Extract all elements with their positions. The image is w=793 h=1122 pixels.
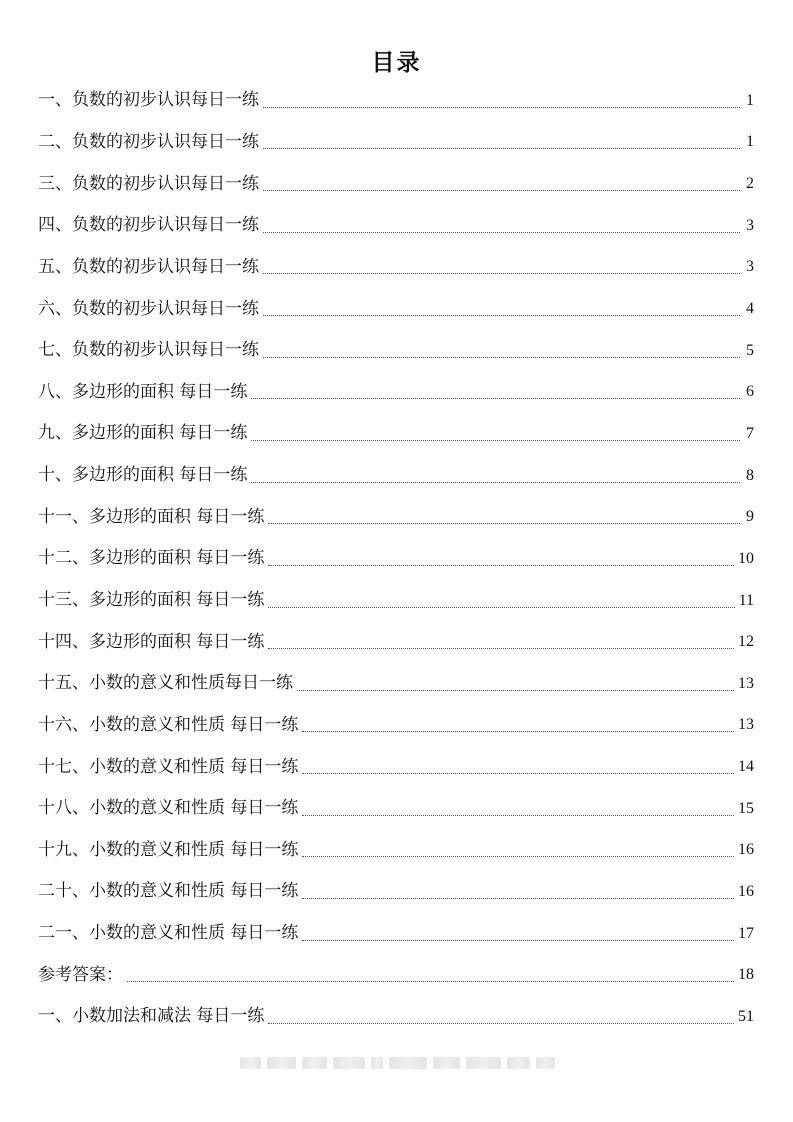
- toc-entry-page: 18: [738, 966, 754, 984]
- dot-leader: [268, 606, 734, 608]
- toc-entry: [38, 746, 754, 788]
- toc-entry-label: 五、负数的初步认识每日一练: [38, 256, 259, 277]
- dot-leader: [263, 314, 740, 316]
- dot-leader: [268, 647, 734, 649]
- toc-entry-label: 十四、多边形的面积 每日一练: [38, 631, 265, 652]
- blurred-watermark: [240, 1057, 555, 1069]
- toc-entry: [38, 705, 754, 747]
- toc-entry: [38, 288, 754, 330]
- toc-entry-page: 12: [738, 633, 754, 651]
- toc-entry: [38, 413, 754, 455]
- toc-entry: [38, 330, 754, 372]
- dot-leader: [263, 356, 740, 358]
- toc-entry-label: 一、小数加法和减法 每日一练: [38, 1006, 265, 1027]
- toc-entry-page: 16: [738, 882, 754, 900]
- toc-entry-page: 8: [746, 466, 754, 484]
- toc-entry-label: 十五、小数的意义和性质每日一练: [38, 673, 293, 694]
- toc-entry-page: 13: [738, 674, 754, 692]
- toc-entry: [38, 80, 754, 122]
- dot-leader: [302, 814, 734, 816]
- dot-leader: [263, 147, 740, 149]
- toc-entry-label: 十一、多边形的面积 每日一练: [38, 506, 265, 527]
- dot-leader: [302, 772, 734, 774]
- toc-entry-label: 七、负数的初步认识每日一练: [38, 340, 259, 361]
- toc-entry: [38, 163, 754, 205]
- toc-entry: [38, 247, 754, 289]
- toc-entry: [38, 996, 754, 1038]
- dot-leader: [302, 939, 734, 941]
- toc-entry-label: 二一、小数的意义和性质 每日一练: [38, 923, 299, 944]
- toc-entry: [38, 788, 754, 830]
- dot-leader: [263, 231, 740, 233]
- toc-entry: [38, 455, 754, 497]
- toc-entry-label: 十八、小数的意义和性质 每日一练: [38, 798, 299, 819]
- toc-entry-page: 3: [746, 216, 754, 234]
- toc-entry-page: 10: [738, 549, 754, 567]
- toc-title: 目录: [371, 50, 422, 76]
- toc-entry-label: 十、多边形的面积 每日一练: [38, 465, 248, 486]
- dot-leader: [302, 855, 734, 857]
- toc-entry-label: 六、负数的初步认识每日一练: [38, 298, 259, 319]
- dot-leader: [297, 689, 734, 691]
- toc-entry-page: 3: [746, 258, 754, 276]
- toc-entry-page: 1: [746, 91, 754, 109]
- dot-leader: [302, 730, 734, 732]
- toc-entry: [38, 538, 754, 580]
- dot-leader: [263, 189, 740, 191]
- dot-leader: [251, 481, 740, 483]
- toc-entry-page: 9: [746, 508, 754, 526]
- toc-entry-label: 二、负数的初步认识每日一练: [38, 131, 259, 152]
- toc-entry: [38, 663, 754, 705]
- toc-entry: [38, 496, 754, 538]
- table-of-contents: [38, 80, 754, 1038]
- toc-entry-page: 51: [738, 1007, 754, 1025]
- toc-entry-page: 14: [738, 758, 754, 776]
- dot-leader: [251, 439, 740, 441]
- toc-entry-label: 十七、小数的意义和性质 每日一练: [38, 756, 299, 777]
- toc-entry: [38, 871, 754, 913]
- toc-entry-answers: [38, 954, 754, 996]
- toc-entry-page: 11: [738, 591, 754, 609]
- dot-leader: [251, 397, 740, 399]
- toc-entry: [38, 371, 754, 413]
- toc-entry: [38, 830, 754, 872]
- dot-leader: [268, 1022, 734, 1024]
- toc-entry-page: 6: [746, 383, 754, 401]
- toc-entry-page: 1: [746, 133, 754, 151]
- toc-entry-label: 十六、小数的意义和性质 每日一练: [38, 714, 299, 735]
- toc-entry-page: 15: [738, 799, 754, 817]
- toc-entry-page: 4: [746, 300, 754, 318]
- toc-entry-page: 16: [738, 841, 754, 859]
- toc-entry: [38, 913, 754, 955]
- toc-entry-label: 十三、多边形的面积 每日一练: [38, 590, 265, 610]
- toc-entry-label: 一、负数的初步认识每日一练: [38, 90, 259, 111]
- toc-entry-label: 八、多边形的面积 每日一练: [38, 381, 248, 402]
- toc-entry-label: 十九、小数的意义和性质 每日一练: [38, 839, 299, 860]
- toc-entry-label: 参考答案：: [38, 964, 123, 985]
- toc-entry: [38, 122, 754, 164]
- toc-entry: [38, 205, 754, 247]
- toc-entry-label: 九、多边形的面积 每日一练: [38, 423, 248, 444]
- toc-entry-label: 二十、小数的意义和性质 每日一练: [38, 881, 299, 902]
- toc-entry-label: 三、负数的初步认识每日一练: [38, 173, 259, 194]
- dot-leader: [268, 522, 740, 524]
- dot-leader: [302, 897, 734, 899]
- toc-entry-label: 十二、多边形的面积 每日一练: [38, 548, 265, 569]
- dot-leader: [268, 564, 734, 566]
- toc-entry-page: 2: [746, 175, 754, 193]
- dot-leader: [127, 980, 734, 982]
- toc-entry: [38, 621, 754, 663]
- dot-leader: [263, 272, 740, 274]
- toc-entry-page: 13: [738, 716, 754, 734]
- toc-entry-page: 17: [738, 924, 754, 942]
- dot-leader: [263, 106, 740, 108]
- toc-entry-page: 5: [746, 341, 754, 359]
- toc-entry: [38, 580, 754, 622]
- toc-entry-page: 7: [746, 424, 754, 442]
- toc-entry-label: 四、负数的初步认识每日一练: [38, 215, 259, 236]
